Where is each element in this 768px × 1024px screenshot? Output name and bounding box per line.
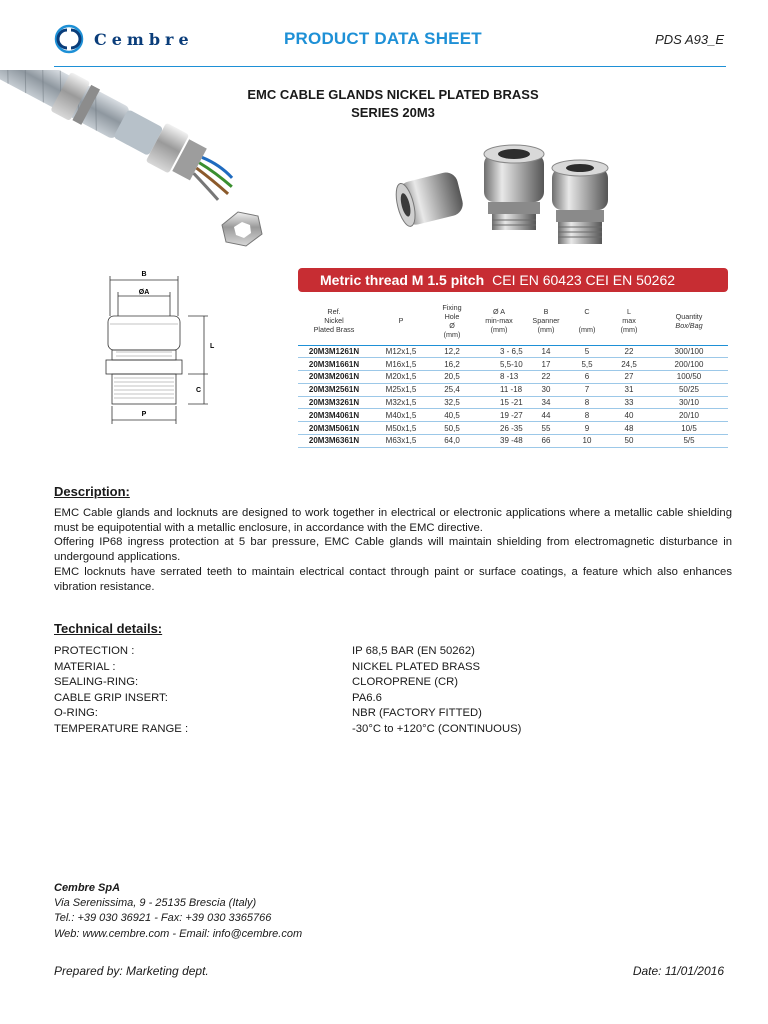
table-cell: M12x1,5	[370, 345, 432, 358]
table-cell: 8 -13	[472, 371, 526, 384]
table-cell: 7	[566, 383, 608, 396]
table-cell: 66	[526, 435, 566, 448]
table-cell: 200/100	[650, 358, 728, 371]
col-header-a: Ø A min-max (mm)	[472, 297, 526, 345]
document-title: PRODUCT DATA SHEET	[284, 29, 482, 48]
company-phone: Tel.: +39 030 36921 - Fax: +39 030 3365766	[54, 912, 272, 925]
table-cell: 22	[526, 371, 566, 384]
table-cell: 100/50	[650, 371, 728, 384]
technical-heading: Technical details:	[54, 621, 163, 636]
table-cell: 14	[526, 345, 566, 358]
table-cell: 33	[608, 396, 650, 409]
col-header-hole: Fixing Hole Ø (mm)	[432, 297, 472, 345]
table-cell: 24,5	[608, 358, 650, 371]
table-cell: 5	[566, 345, 608, 358]
product-spec-table	[298, 297, 728, 448]
brand-name: Cembre	[94, 29, 194, 49]
tech-row-material: MATERIAL : NICKEL PLATED BRASS	[54, 660, 481, 673]
dim-label-c: C	[196, 387, 202, 394]
col-header-p: P	[370, 297, 432, 345]
dim-label-p: P	[141, 411, 147, 418]
dim-label-b: B	[141, 271, 147, 278]
product-title-line1: EMC CABLE GLANDS NICKEL PLATED BRASS	[247, 87, 539, 102]
table-cell: 8	[566, 396, 608, 409]
table-cell: 20M3M2061N	[298, 371, 370, 384]
table-cell: M50x1,5	[370, 422, 432, 435]
table-cell: 20,5	[432, 371, 472, 384]
col-header-ref: Ref. Nickel Plated Brass	[298, 297, 370, 345]
description-heading: Description:	[54, 484, 130, 499]
company-contact	[54, 881, 302, 942]
table-row	[298, 435, 728, 448]
description-paragraph-1: EMC Cable glands and locknuts are designed to work together in electrical or electronic applications where a metallic cable shielding must be equipotential with a metallic enclosure, in accordance with the EMC directive.	[54, 507, 732, 534]
table-cell: 6	[566, 371, 608, 384]
table-cell: 55	[526, 422, 566, 435]
table-cell: M40x1,5	[370, 409, 432, 422]
table-cell: 5,5	[566, 358, 608, 371]
table-cell: 44	[526, 409, 566, 422]
table-cell: 64,0	[432, 435, 472, 448]
cembre-logo-icon	[54, 24, 84, 54]
document-code: PDS A93_E	[655, 32, 724, 47]
table-cell: 31	[608, 383, 650, 396]
table-cell: 9	[566, 422, 608, 435]
table-cell: M20x1,5	[370, 371, 432, 384]
table-cell: 12,2	[432, 345, 472, 358]
company-web: Web: www.cembre.com - Email: info@cembre.com	[54, 927, 303, 940]
table-row	[298, 383, 728, 396]
technical-details-list	[54, 644, 674, 738]
table-cell: 20M3M2561N	[298, 383, 370, 396]
table-row	[298, 358, 728, 371]
table-cell: 15 -21	[472, 396, 526, 409]
table-row	[298, 371, 728, 384]
table-cell: 25,4	[432, 383, 472, 396]
tech-row-sealing-ring: SEALING-RING: CLOROPRENE (CR)	[54, 676, 459, 689]
table-cell: 20/10	[650, 409, 728, 422]
table-cell: 20M3M1261N	[298, 345, 370, 358]
table-cell: 11 -18	[472, 383, 526, 396]
table-cell: 3 - 6,5	[472, 345, 526, 358]
table-cell: 5/5	[650, 435, 728, 448]
table-cell: 5,5-10	[472, 358, 526, 371]
table-cell: 32,5	[432, 396, 472, 409]
table-cell: 50,5	[432, 422, 472, 435]
description-text	[54, 506, 732, 594]
banner-title: Metric thread M 1.5 pitch	[320, 272, 485, 288]
col-header-l: L max (mm)	[608, 297, 650, 345]
table-cell: M16x1,5	[370, 358, 432, 371]
tech-row-protection: PROTECTION : IP 68,5 BAR (EN 50262)	[54, 645, 475, 657]
description-paragraph-3: EMC locknuts have serrated teeth to maintain electrical contact through paint or surface coatings, a feature which also enhances vibration resistance.	[54, 565, 732, 593]
table-cell: 39 -48	[472, 435, 526, 448]
dim-label-l: L	[210, 343, 215, 350]
table-cell: 20M3M1661N	[298, 358, 370, 371]
table-cell: 50/25	[650, 383, 728, 396]
table-cell: 20M3M6361N	[298, 435, 370, 448]
brand-logo	[54, 24, 194, 54]
cable-glands-photo	[392, 132, 632, 262]
table-header-row	[298, 297, 728, 345]
table-cell: 20M3M4061N	[298, 409, 370, 422]
header-divider	[54, 66, 726, 67]
table-cell: 22	[608, 345, 650, 358]
table-cell: 16,2	[432, 358, 472, 371]
table-cell: M32x1,5	[370, 396, 432, 409]
document-date: Date: 11/01/2016	[632, 964, 724, 978]
table-cell: 40	[608, 409, 650, 422]
product-title-line2: SERIES 20M3	[351, 105, 435, 120]
thread-spec-banner	[298, 268, 728, 292]
table-cell: M25x1,5	[370, 383, 432, 396]
table-cell: 50	[608, 435, 650, 448]
banner-standards: CEI EN 60423 CEI EN 50262	[492, 272, 676, 288]
table-row	[298, 345, 728, 358]
dimension-drawing	[96, 266, 220, 430]
table-cell: 48	[608, 422, 650, 435]
table-cell: 10	[566, 435, 608, 448]
table-cell: 30/10	[650, 396, 728, 409]
table-cell: 19 -27	[472, 409, 526, 422]
table-row	[298, 422, 728, 435]
table-cell: 40,5	[432, 409, 472, 422]
table-cell: 27	[608, 371, 650, 384]
cable-gland-assembly-photo	[0, 70, 270, 255]
table-cell: 26 -35	[472, 422, 526, 435]
table-cell: 8	[566, 409, 608, 422]
company-address: Via Serenissima, 9 - 25135 Brescia (Italy)	[54, 897, 257, 910]
col-header-b: B Spanner (mm)	[526, 297, 566, 345]
table-row	[298, 409, 728, 422]
table-cell: 20M3M5061N	[298, 422, 370, 435]
table-cell: 20M3M3261N	[298, 396, 370, 409]
table-cell: 30	[526, 383, 566, 396]
description-paragraph-2: Offering IP68 ingress protection at 5 bar pressure, EMC Cable glands will maintain shielding from electromagnetic disturbance in undergound applications.	[54, 536, 732, 564]
table-cell: M63x1,5	[370, 435, 432, 448]
table-cell: 34	[526, 396, 566, 409]
prepared-by: Prepared by: Marketing dept.	[54, 964, 209, 978]
table-row	[298, 396, 728, 409]
table-cell: 300/100	[650, 345, 728, 358]
dim-label-a: ØA	[138, 289, 150, 296]
company-name: Cembre SpA	[54, 882, 121, 894]
tech-row-temperature: TEMPERATURE RANGE : -30°C to +120°C (CONTINUOUS)	[54, 722, 522, 735]
tech-row-cable-grip: CABLE GRIP INSERT: PA6.6	[54, 691, 382, 704]
col-header-c: C (mm)	[566, 297, 608, 345]
tech-row-o-ring: O-RING: NBR (FACTORY FITTED)	[54, 707, 482, 720]
table-cell: 17	[526, 358, 566, 371]
col-header-qty: Quantity Box/Bag	[650, 297, 728, 345]
table-cell: 10/5	[650, 422, 728, 435]
